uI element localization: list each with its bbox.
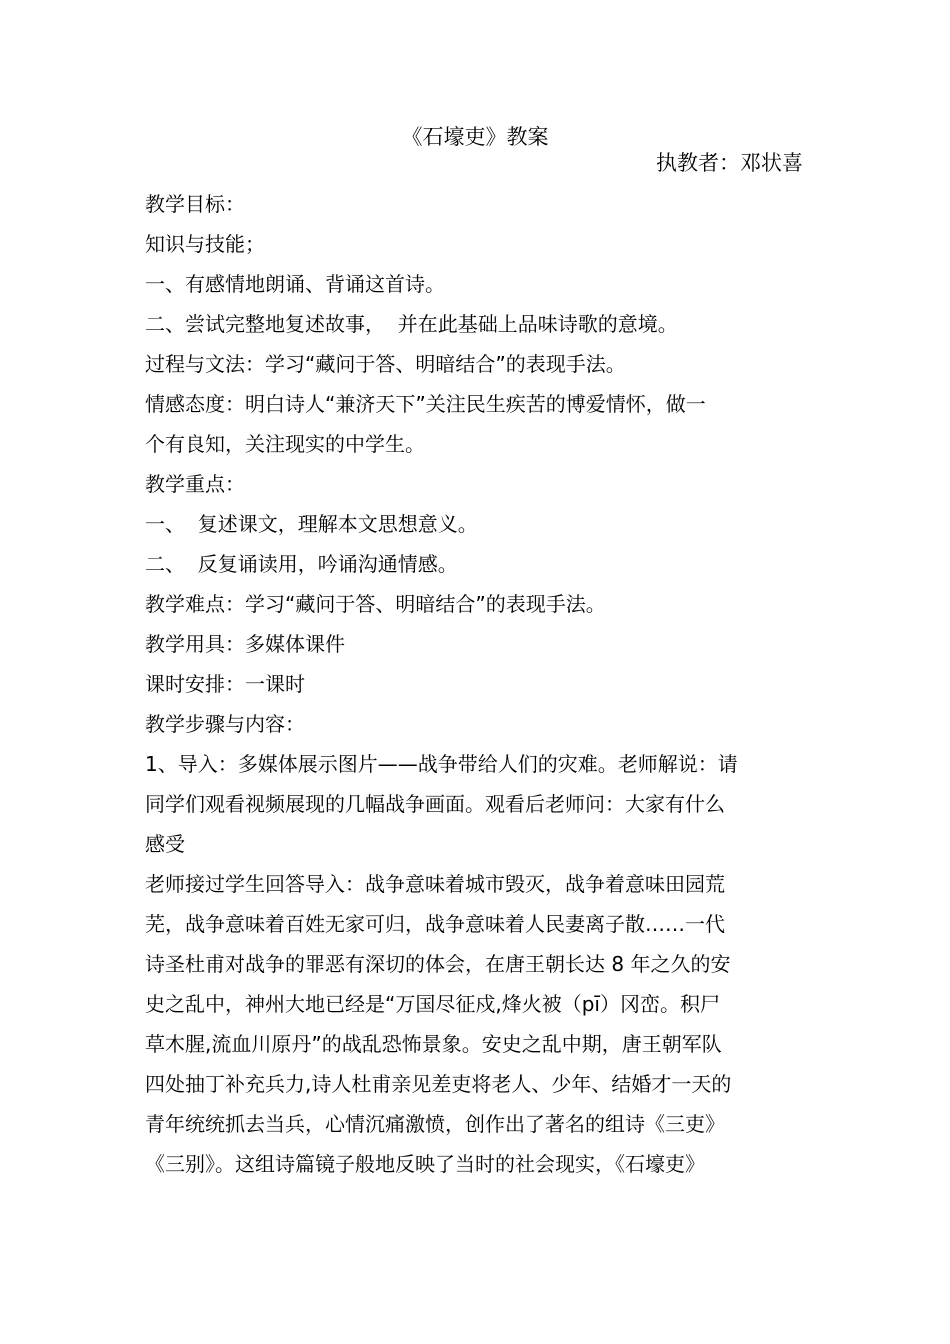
text-line: 芜，战争意味着百姓无家可归，战争意味着人民妻离子散……一代 bbox=[145, 912, 725, 936]
text-line: 二、尝试完整地复述故事， 并在此基础上品味诗歌的意境。 bbox=[145, 312, 678, 336]
text-line: 个有良知，关注现实的中学生。 bbox=[145, 432, 425, 456]
text-line: 二、 反复诵读用，吟诵沟通情感。 bbox=[145, 552, 458, 576]
text-line: 教学难点：学习“藏问于答、明暗结合”的表现手法。 bbox=[145, 592, 606, 616]
text-line: 史之乱中，神州大地已经是“万国尽征戍,烽火被（pī）冈峦。积尸 bbox=[145, 992, 720, 1016]
author-line: 执教者：邓状喜 bbox=[656, 151, 803, 175]
text-line: 青年统统抓去当兵，心情沉痛激愤，创作出了著名的组诗《三吏》 bbox=[145, 1112, 725, 1136]
text-line: 过程与文法：学习“藏问于答、明暗结合”的表现手法。 bbox=[145, 352, 626, 376]
text-line: 感受 bbox=[145, 832, 185, 856]
text-line: 教学目标： bbox=[145, 192, 245, 216]
text-line: 一、有感情地朗诵、背诵这首诗。 bbox=[145, 272, 445, 296]
text-line: 教学重点： bbox=[145, 472, 245, 496]
text-line: 四处抽丁补充兵力,诗人杜甫亲见差吏将老人、少年、结婚才一天的 bbox=[145, 1072, 732, 1096]
text-line: 《三别》。这组诗篇镜子般地反映了当时的社会现实，《石壕吏》 bbox=[145, 1152, 705, 1176]
document-title: 《石壕吏》教案 bbox=[401, 125, 549, 149]
text-line: 1、导入：多媒体展示图片——战争带给人们的灾难。老师解说：请 bbox=[145, 752, 738, 776]
text-line: 知识与技能； bbox=[145, 232, 265, 256]
text-line: 课时安排：一课时 bbox=[145, 672, 305, 696]
text-line: 草木腥,流血川原丹”的战乱恐怖景象。安史之乱中期，唐王朝军队 bbox=[145, 1032, 722, 1056]
document-body bbox=[145, 184, 807, 1184]
text-line: 一、 复述课文，理解本文思想意义。 bbox=[145, 512, 478, 536]
text-line: 诗圣杜甫对战争的罪恶有深切的体会，在唐王朝长达 8 年之久的安 bbox=[145, 952, 731, 976]
text-line: 教学步骤与内容： bbox=[145, 712, 305, 736]
text-line: 情感态度：明白诗人“兼济天下”关注民生疾苦的博爱情怀，做一 bbox=[145, 392, 706, 416]
text-line: 教学用具：多媒体课件 bbox=[145, 632, 345, 656]
text-line: 老师接过学生回答导入：战争意味着城市毁灭，战争着意味田园荒 bbox=[145, 872, 725, 896]
text-line: 同学们观看视频展现的几幅战争画面。观看后老师问：大家有什么 bbox=[145, 792, 725, 816]
